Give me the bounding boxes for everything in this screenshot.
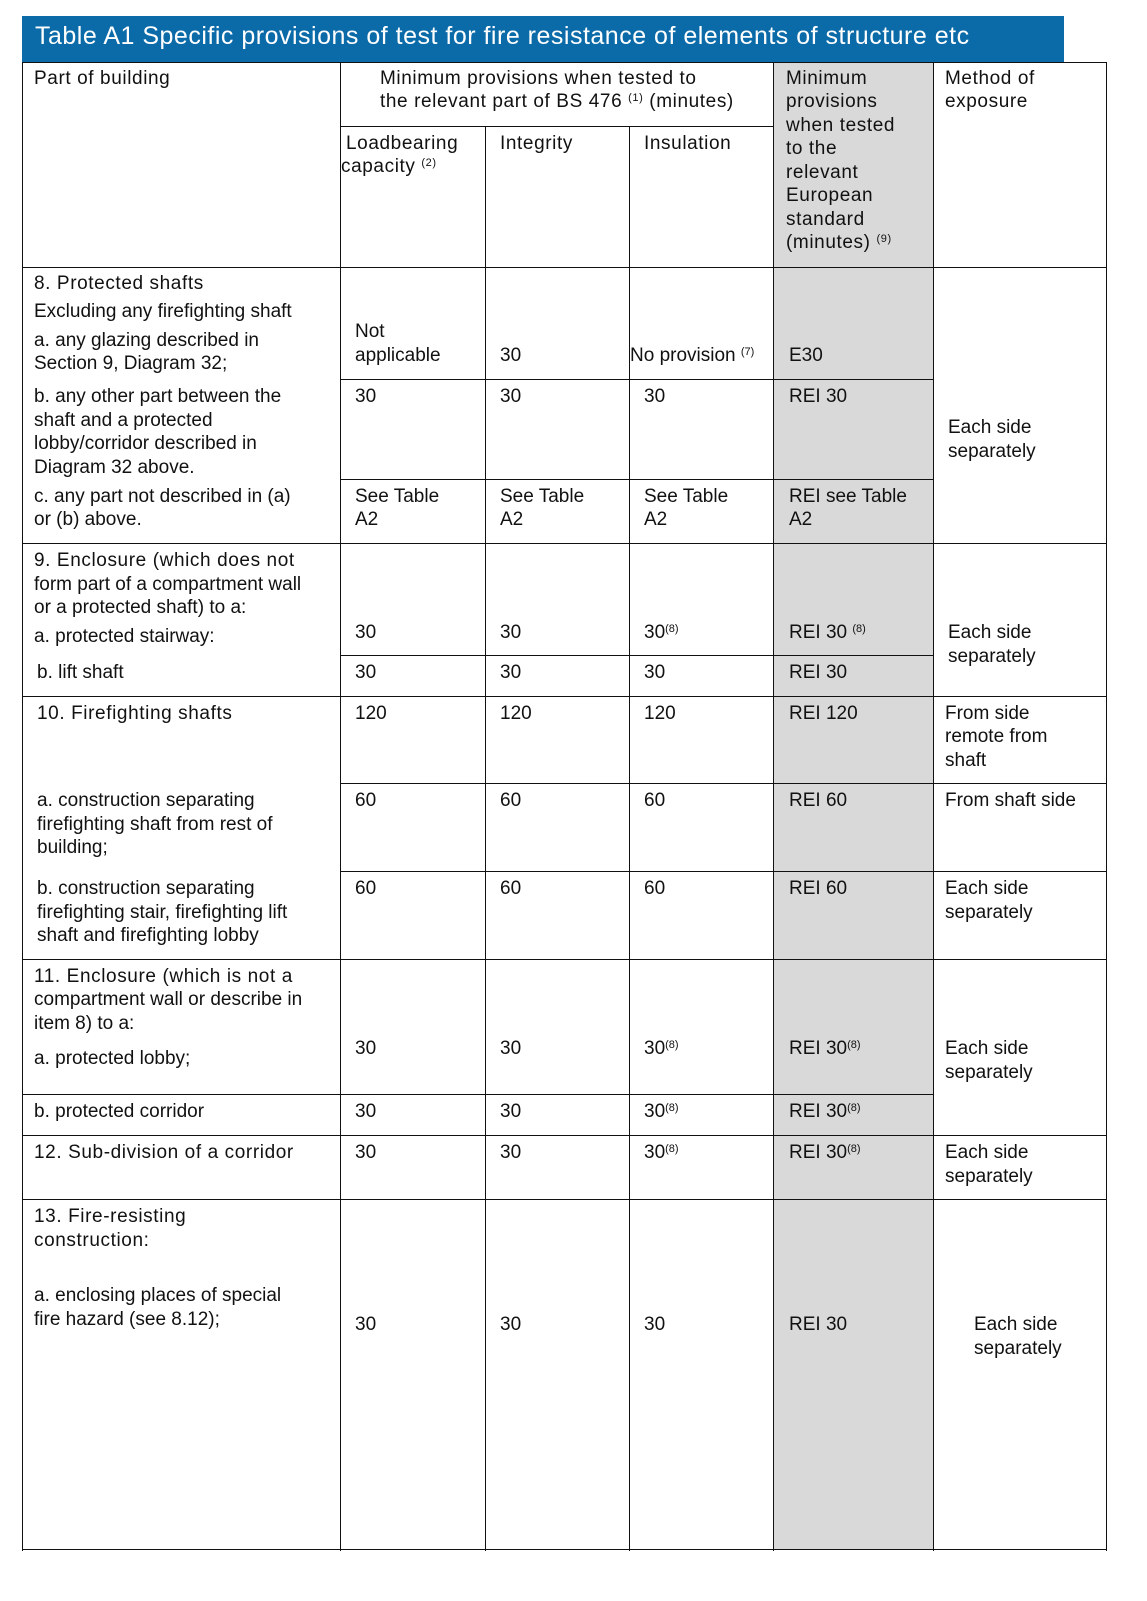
row10a-method: From shaft side <box>945 790 1076 811</box>
row10-method-2: remote from <box>945 726 1048 747</box>
rule-h-header-bottom <box>22 267 1107 268</box>
row9b-integrity: 30 <box>500 662 522 683</box>
row8-method-1: Each side <box>948 417 1032 438</box>
row9b-eu: REI 30 <box>789 662 848 683</box>
row9a-integrity: 30 <box>500 622 522 643</box>
rule-h-subheader <box>340 126 774 127</box>
row8c-label-1: c. any part not described in (a) <box>34 486 291 507</box>
row12-method-2: separately <box>945 1166 1033 1187</box>
row8a-eu: E30 <box>789 345 823 366</box>
row8c-label-2: or (b) above. <box>34 509 142 530</box>
rule-h-10a <box>340 783 1107 784</box>
row13-load: 30 <box>355 1314 377 1335</box>
row13-title-2: construction: <box>34 1230 150 1251</box>
row9-method-2: separately <box>948 646 1036 667</box>
footnote-ref: (8) <box>847 1039 861 1051</box>
row10b-eu: REI 60 <box>789 878 848 899</box>
header-eu-8: (minutes) $^{(9)}$ <box>786 232 892 253</box>
rule-h-11b <box>22 1094 934 1095</box>
row8c-eu-2: A2 <box>789 509 813 530</box>
rule-h-8b <box>340 479 934 480</box>
header-eu-7: standard <box>786 209 865 230</box>
row10-integrity: 120 <box>500 703 532 724</box>
row9b-insulation: 30 <box>644 662 666 683</box>
row8b-integrity: 30 <box>500 386 522 407</box>
header-part: Part of building <box>34 68 171 89</box>
row8a-label-1: a. any glazing described in <box>34 330 259 351</box>
row13-integrity: 30 <box>500 1314 522 1335</box>
row8b-label-1: b. any other part between the <box>34 386 282 407</box>
row10a-load: 60 <box>355 790 377 811</box>
row12-insulation: 30$^{(8)}$ <box>644 1142 679 1163</box>
header-bs476-line2: the relevant part of BS 476 $^{(1)}$ (minutes) <box>380 91 734 112</box>
row9-title-1: 9. Enclosure (which does not <box>34 550 295 571</box>
row10b-label-2: firefighting stair, firefighting lift <box>37 902 288 923</box>
rule-h-11 <box>22 959 1107 960</box>
row10b-method-2: separately <box>945 902 1033 923</box>
header-eu-3: when tested <box>786 115 896 136</box>
row11-title-1: 11. Enclosure (which is not a <box>34 966 293 987</box>
rule-h-8a <box>340 379 934 380</box>
row8b-label-3: lobby/corridor described in <box>34 433 257 454</box>
row13-title-1: 13. Fire-resisting <box>34 1206 187 1227</box>
row11b-integrity: 30 <box>500 1101 522 1122</box>
rule-h-9 <box>22 543 1107 544</box>
row8a-integrity: 30 <box>500 345 522 366</box>
header-capacity: capacity $^{(2)}$ <box>341 156 437 177</box>
row9-method-1: Each side <box>948 622 1032 643</box>
row8c-eu-1: REI see Table <box>789 486 907 507</box>
row8b-label-2: shaft and a protected <box>34 410 213 431</box>
row8c-load-1: See Table <box>355 486 440 507</box>
rule-v-integrity <box>629 126 630 1551</box>
row12-method-1: Each side <box>945 1142 1029 1163</box>
row12-eu: REI 30$^{(8)}$ <box>789 1142 861 1163</box>
header-method-2: exposure <box>945 91 1028 112</box>
header-eu-2: provisions <box>786 91 878 112</box>
table-title: Table A1 Specific provisions of test for fire resistance of elements of structure etc <box>22 16 1064 62</box>
row9a-insulation: 30$^{(8)}$ <box>644 622 679 643</box>
row9a-load: 30 <box>355 622 377 643</box>
row11-method-2: separately <box>945 1062 1033 1083</box>
row13a-label-2: fire hazard (see 8.12); <box>34 1309 220 1330</box>
row10-method-1: From side <box>945 703 1030 724</box>
rule-h-9a <box>340 655 934 656</box>
row10a-label-1: a. construction separating <box>37 790 255 811</box>
row9-title-3: or a protected shaft) to a: <box>34 597 247 618</box>
row10a-label-2: firefighting shaft from rest of <box>37 814 273 835</box>
row10-title: 10. Firefighting shafts <box>37 703 233 724</box>
row9b-load: 30 <box>355 662 377 683</box>
header-insulation: Insulation <box>644 133 732 154</box>
row9a-eu: REI 30 $^{(8)}$ <box>789 622 866 643</box>
row8c-integrity-2: A2 <box>500 509 524 530</box>
row9b-label: b. lift shaft <box>37 662 124 683</box>
rule-v-eu <box>933 62 934 1551</box>
row10b-insulation: 60 <box>644 878 666 899</box>
rule-v-right <box>1106 62 1107 1551</box>
row13-method-1: Each side <box>974 1314 1058 1335</box>
footnote-ref: (8) <box>847 1143 861 1155</box>
row13-method-2: separately <box>974 1338 1062 1359</box>
rule-v-insulation <box>773 62 774 1551</box>
rule-h-13 <box>22 1199 1107 1200</box>
footnote-ref: (9) <box>876 233 892 245</box>
footnote-ref: (1) <box>628 92 644 104</box>
rule-h-header-top <box>22 62 1107 63</box>
header-bs476-line1: Minimum provisions when tested to <box>380 68 697 89</box>
rule-h-10 <box>22 696 1107 697</box>
row10-method-3: shaft <box>945 750 987 771</box>
footnote-ref: (8) <box>852 623 866 635</box>
row11a-eu: REI 30$^{(8)}$ <box>789 1038 861 1059</box>
footnote-ref: (8) <box>847 1102 861 1114</box>
row10a-label-3: building; <box>37 837 108 858</box>
header-eu-5: relevant <box>786 162 859 183</box>
header-loadbearing: Loadbearing <box>346 133 459 154</box>
header-eu-1: Minimum <box>786 68 868 89</box>
footnote-ref: (8) <box>665 1143 679 1155</box>
footnote-ref: (8) <box>665 1039 679 1051</box>
row10b-method-1: Each side <box>945 878 1029 899</box>
row10-eu: REI 120 <box>789 703 858 724</box>
row11a-load: 30 <box>355 1038 377 1059</box>
row11a-integrity: 30 <box>500 1038 522 1059</box>
row8b-eu: REI 30 <box>789 386 848 407</box>
row11a-label: a. protected lobby; <box>34 1048 191 1069</box>
rule-v-part <box>340 62 341 1551</box>
row8c-integrity-1: See Table <box>500 486 585 507</box>
footnote-ref: (8) <box>665 623 679 635</box>
row10b-label-3: shaft and firefighting lobby <box>37 925 259 946</box>
row11-method-1: Each side <box>945 1038 1029 1059</box>
row12-integrity: 30 <box>500 1142 522 1163</box>
row13a-label-1: a. enclosing places of special <box>34 1285 282 1306</box>
row8-subtitle: Excluding any firefighting shaft <box>34 301 292 322</box>
row10a-integrity: 60 <box>500 790 522 811</box>
row8c-load-2: A2 <box>355 509 379 530</box>
row8b-load: 30 <box>355 386 377 407</box>
header-integrity: Integrity <box>500 133 573 154</box>
footnote-ref: (7) <box>740 346 755 358</box>
rule-v-load <box>485 126 486 1551</box>
row10a-eu: REI 60 <box>789 790 848 811</box>
rule-h-10b <box>340 871 1107 872</box>
header-eu-6: European <box>786 185 874 206</box>
row8a-insulation: No provision $^{(7)}$ <box>630 345 755 366</box>
row8b-insulation: 30 <box>644 386 666 407</box>
rule-v-left <box>22 62 23 1551</box>
row8b-label-4: Diagram 32 above. <box>34 457 195 478</box>
row10a-insulation: 60 <box>644 790 666 811</box>
row8c-insulation-1: See Table <box>644 486 729 507</box>
row12-title: 12. Sub-division of a corridor <box>34 1142 294 1163</box>
row11b-insulation: 30$^{(8)}$ <box>644 1101 679 1122</box>
row10-load: 120 <box>355 703 387 724</box>
row8a-label-2: Section 9, Diagram 32; <box>34 353 228 374</box>
row11b-load: 30 <box>355 1101 377 1122</box>
row10b-integrity: 60 <box>500 878 522 899</box>
row11b-label: b. protected corridor <box>34 1101 205 1122</box>
row10b-label-1: b. construction separating <box>37 878 255 899</box>
header-eu-4: to the <box>786 138 838 159</box>
row8c-insulation-2: A2 <box>644 509 668 530</box>
row8-method-2: separately <box>948 441 1036 462</box>
footnote-ref: (2) <box>421 157 437 169</box>
row11b-eu: REI 30$^{(8)}$ <box>789 1101 861 1122</box>
header-method-1: Method of <box>945 68 1035 89</box>
row8a-load-1: Not <box>355 321 385 342</box>
row8-title: 8. Protected shafts <box>34 273 204 294</box>
row13-insulation: 30 <box>644 1314 666 1335</box>
row9-title-2: form part of a compartment wall <box>34 574 302 595</box>
row12-load: 30 <box>355 1142 377 1163</box>
rule-h-bottom <box>22 1549 1107 1550</box>
row9a-label: a. protected stairway: <box>34 626 215 647</box>
row10-insulation: 120 <box>644 703 676 724</box>
row11-title-2: compartment wall or describe in <box>34 989 303 1010</box>
row11-title-3: item 8) to a: <box>34 1013 135 1034</box>
row10b-load: 60 <box>355 878 377 899</box>
row8a-load-2: applicable <box>355 345 441 366</box>
rule-h-12 <box>22 1135 1107 1136</box>
footnote-ref: (8) <box>665 1102 679 1114</box>
row11a-insulation: 30$^{(8)}$ <box>644 1038 679 1059</box>
row13-eu: REI 30 <box>789 1314 848 1335</box>
